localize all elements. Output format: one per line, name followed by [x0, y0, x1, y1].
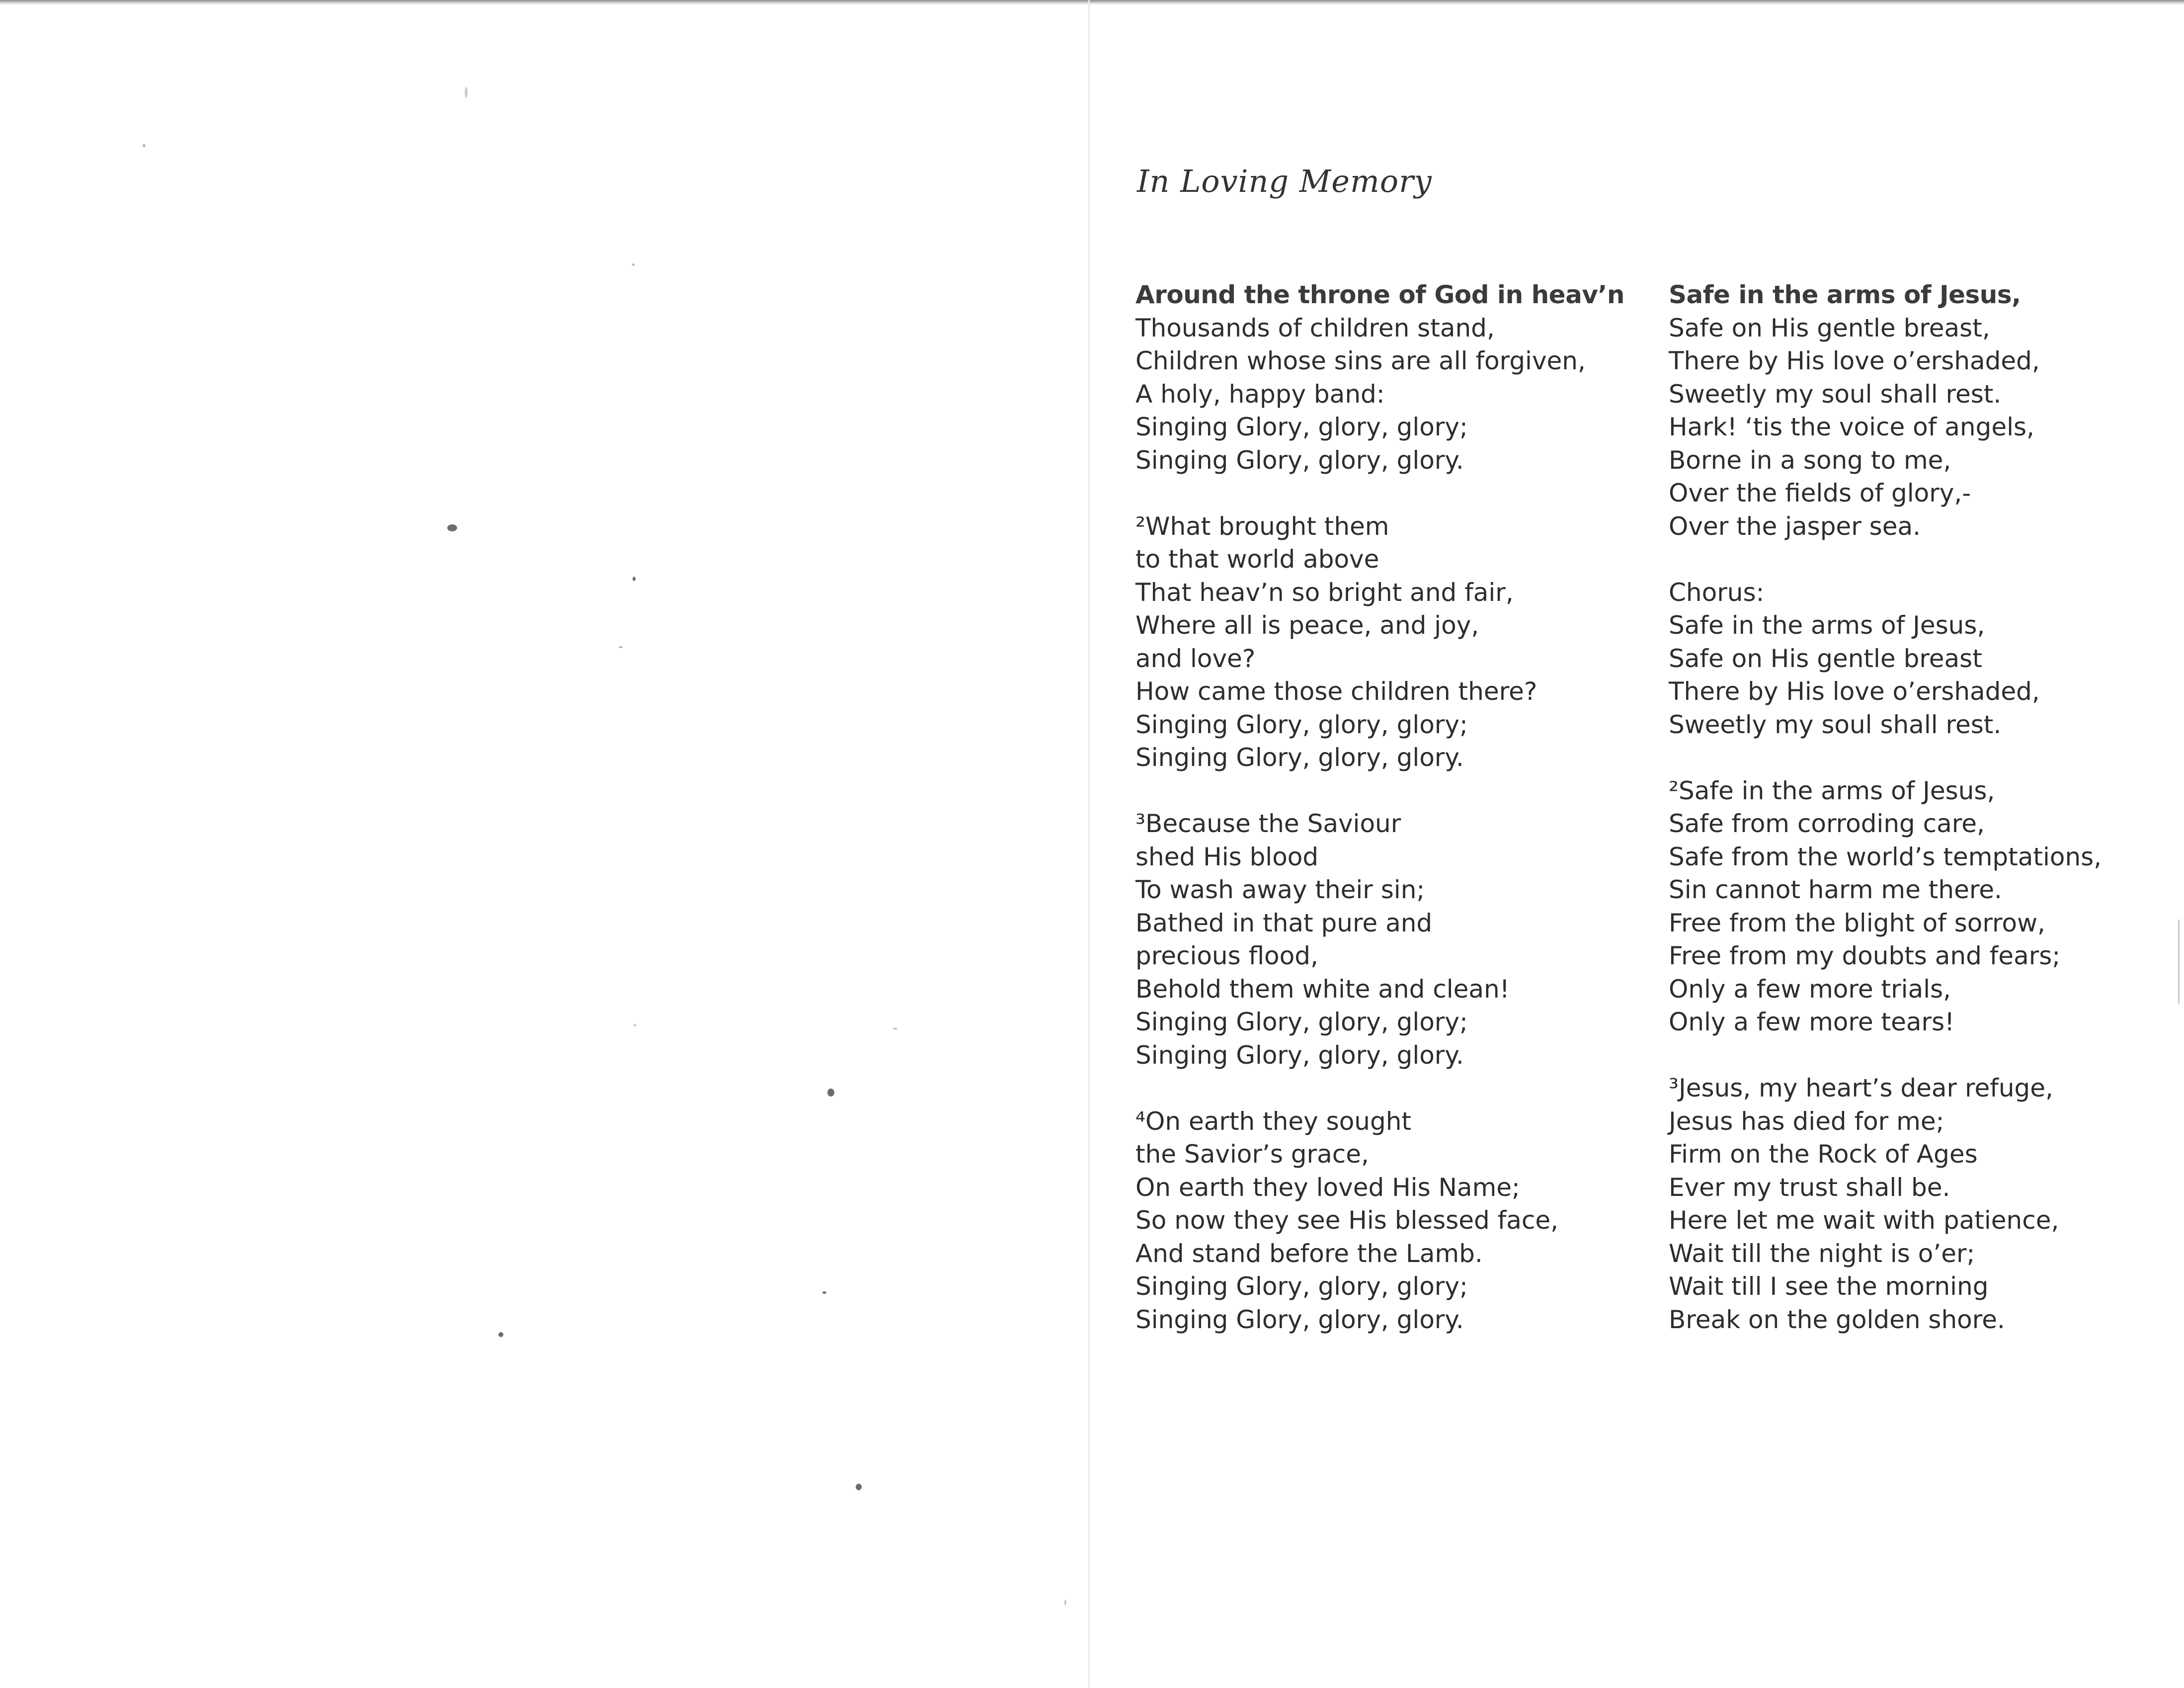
lyric-line: Break on the golden shore. — [1669, 1305, 2005, 1334]
stanza — [1669, 774, 2166, 1039]
lyric-line: A holy, happy band: — [1135, 379, 1385, 409]
lyric-line: Singing Glory, glory, glory; — [1135, 413, 1468, 441]
lyric-line: ⁴On earth they sought — [1135, 1106, 1412, 1136]
lyric-line: That heav’n so bright and fair, — [1135, 578, 1514, 607]
lyric-line: ³Because the Saviour — [1135, 809, 1401, 838]
scan-speck — [1064, 1600, 1066, 1605]
lyric-line: Over the fields of glory,- — [1669, 479, 1971, 507]
lyric-line: Singing Glory, glory, glory. — [1135, 1040, 1464, 1070]
scan-speck — [143, 144, 146, 147]
lyric-line: Behold them white and clean! — [1135, 974, 1510, 1004]
scan-speck — [856, 1484, 862, 1490]
chorus-label: Chorus: — [1669, 578, 1765, 607]
lyric-line: Safe on His gentle breast, — [1669, 313, 1990, 342]
scan-speck — [822, 1291, 826, 1294]
scan-speck — [634, 1024, 636, 1026]
lyric-line: to that world above — [1135, 545, 1379, 574]
lyric-line: Sin cannot harm me there. — [1669, 875, 2002, 904]
scan-speck — [893, 1028, 897, 1029]
scan-speck — [633, 577, 636, 581]
scan-speck — [465, 87, 468, 98]
stanza — [1669, 278, 2166, 543]
lyric-line: ²Safe in the arms of Jesus, — [1669, 776, 1995, 805]
lyric-line: So now they see His blessed face, — [1135, 1206, 1559, 1235]
lyric-line: To wash away their sin; — [1135, 875, 1425, 904]
lyric-line: Here let me wait with patience, — [1669, 1206, 2059, 1235]
lyric-line: Free from my doubts and fears; — [1669, 941, 2061, 970]
lyric-line: Only a few more tears! — [1669, 1008, 1955, 1036]
lyric-line: Wait till the night is o’er; — [1669, 1239, 1975, 1268]
scan-speck — [447, 524, 457, 531]
lyric-line: Safe from corroding care, — [1669, 809, 1985, 838]
lyric-line: Ever my trust shall be. — [1669, 1173, 1950, 1202]
lyric-line: and love? — [1135, 644, 1256, 673]
lyric-line: Singing Glory, glory, glory. — [1135, 445, 1464, 475]
lyric-line: Where all is peace, and joy, — [1135, 611, 1479, 640]
scan-speck — [827, 1089, 834, 1097]
lyric-line: Firm on the Rock of Ages — [1669, 1140, 1978, 1169]
lyric-line: Children whose sins are all forgiven, — [1135, 346, 1586, 375]
lyric-line: Safe in the arms of Jesus, — [1669, 611, 1985, 640]
lyric-line: Singing Glory, glory, glory; — [1135, 710, 1468, 739]
lyric-line: Bathed in that pure and — [1135, 908, 1433, 937]
lyric-line: Sweetly my soul shall rest. — [1669, 379, 2002, 409]
scan-speck — [632, 263, 635, 266]
lyric-line: Free from the blight of sorrow, — [1669, 908, 2045, 937]
lyric-line: Singing Glory, glory, glory. — [1135, 743, 1464, 772]
lyric-line: Hark! ‘tis the voice of angels, — [1669, 413, 2034, 441]
lyric-line: Singing Glory, glory, glory; — [1135, 1272, 1468, 1301]
lyric-line: There by His love o’ershaded, — [1669, 677, 2040, 706]
lyric-line: Safe on His gentle breast — [1669, 644, 1982, 673]
lyric-line: Thousands of children stand, — [1135, 313, 1495, 342]
page-title: In Loving Memory — [1137, 163, 1432, 199]
scan-speck — [498, 1332, 503, 1337]
lyric-line: Sweetly my soul shall rest. — [1669, 710, 2002, 739]
lyric-line: ²What brought them — [1135, 511, 1389, 541]
hymn-first-line: Safe in the arms of Jesus, — [1669, 280, 2021, 309]
lyric-line: Safe from the world’s temptations, — [1669, 842, 2102, 871]
hymn-first-line: Around the throne of God in heav’n — [1135, 280, 1625, 309]
scan-speck — [619, 646, 623, 648]
stanza — [1135, 1105, 1642, 1337]
stanza — [1135, 510, 1642, 774]
blank-left-page — [0, 0, 1088, 1688]
lyric-line: the Savior’s grace, — [1135, 1140, 1369, 1169]
stanza — [1135, 807, 1642, 1072]
lyric-line: And stand before the Lamb. — [1135, 1239, 1483, 1268]
hymn-column-left — [1135, 278, 1642, 1369]
lyric-line: Only a few more trials, — [1669, 974, 1951, 1004]
hymn-column-right — [1669, 278, 2166, 1369]
lyric-line: Singing Glory, glory, glory; — [1135, 1008, 1468, 1036]
lyric-line: precious flood, — [1135, 941, 1318, 970]
lyric-line: shed His blood — [1135, 842, 1319, 871]
lyric-line: On earth they loved His Name; — [1135, 1173, 1520, 1202]
lyric-line: Jesus has died for me; — [1669, 1106, 1944, 1136]
chorus-stanza — [1669, 576, 2166, 742]
lyric-line: Over the jasper sea. — [1669, 511, 1921, 541]
lyric-line: Wait till I see the morning — [1669, 1272, 1989, 1301]
lyric-line: ³Jesus, my heart’s dear refuge, — [1669, 1074, 2053, 1102]
lyric-line: Borne in a song to me, — [1669, 445, 1951, 475]
scan-edge-mark — [2178, 920, 2180, 1004]
lyric-line: Singing Glory, glory, glory. — [1135, 1305, 1464, 1334]
stanza — [1135, 278, 1642, 477]
stanza — [1669, 1072, 2166, 1336]
lyric-line: How came those children there? — [1135, 677, 1537, 706]
lyric-line: There by His love o’ershaded, — [1669, 346, 2040, 375]
